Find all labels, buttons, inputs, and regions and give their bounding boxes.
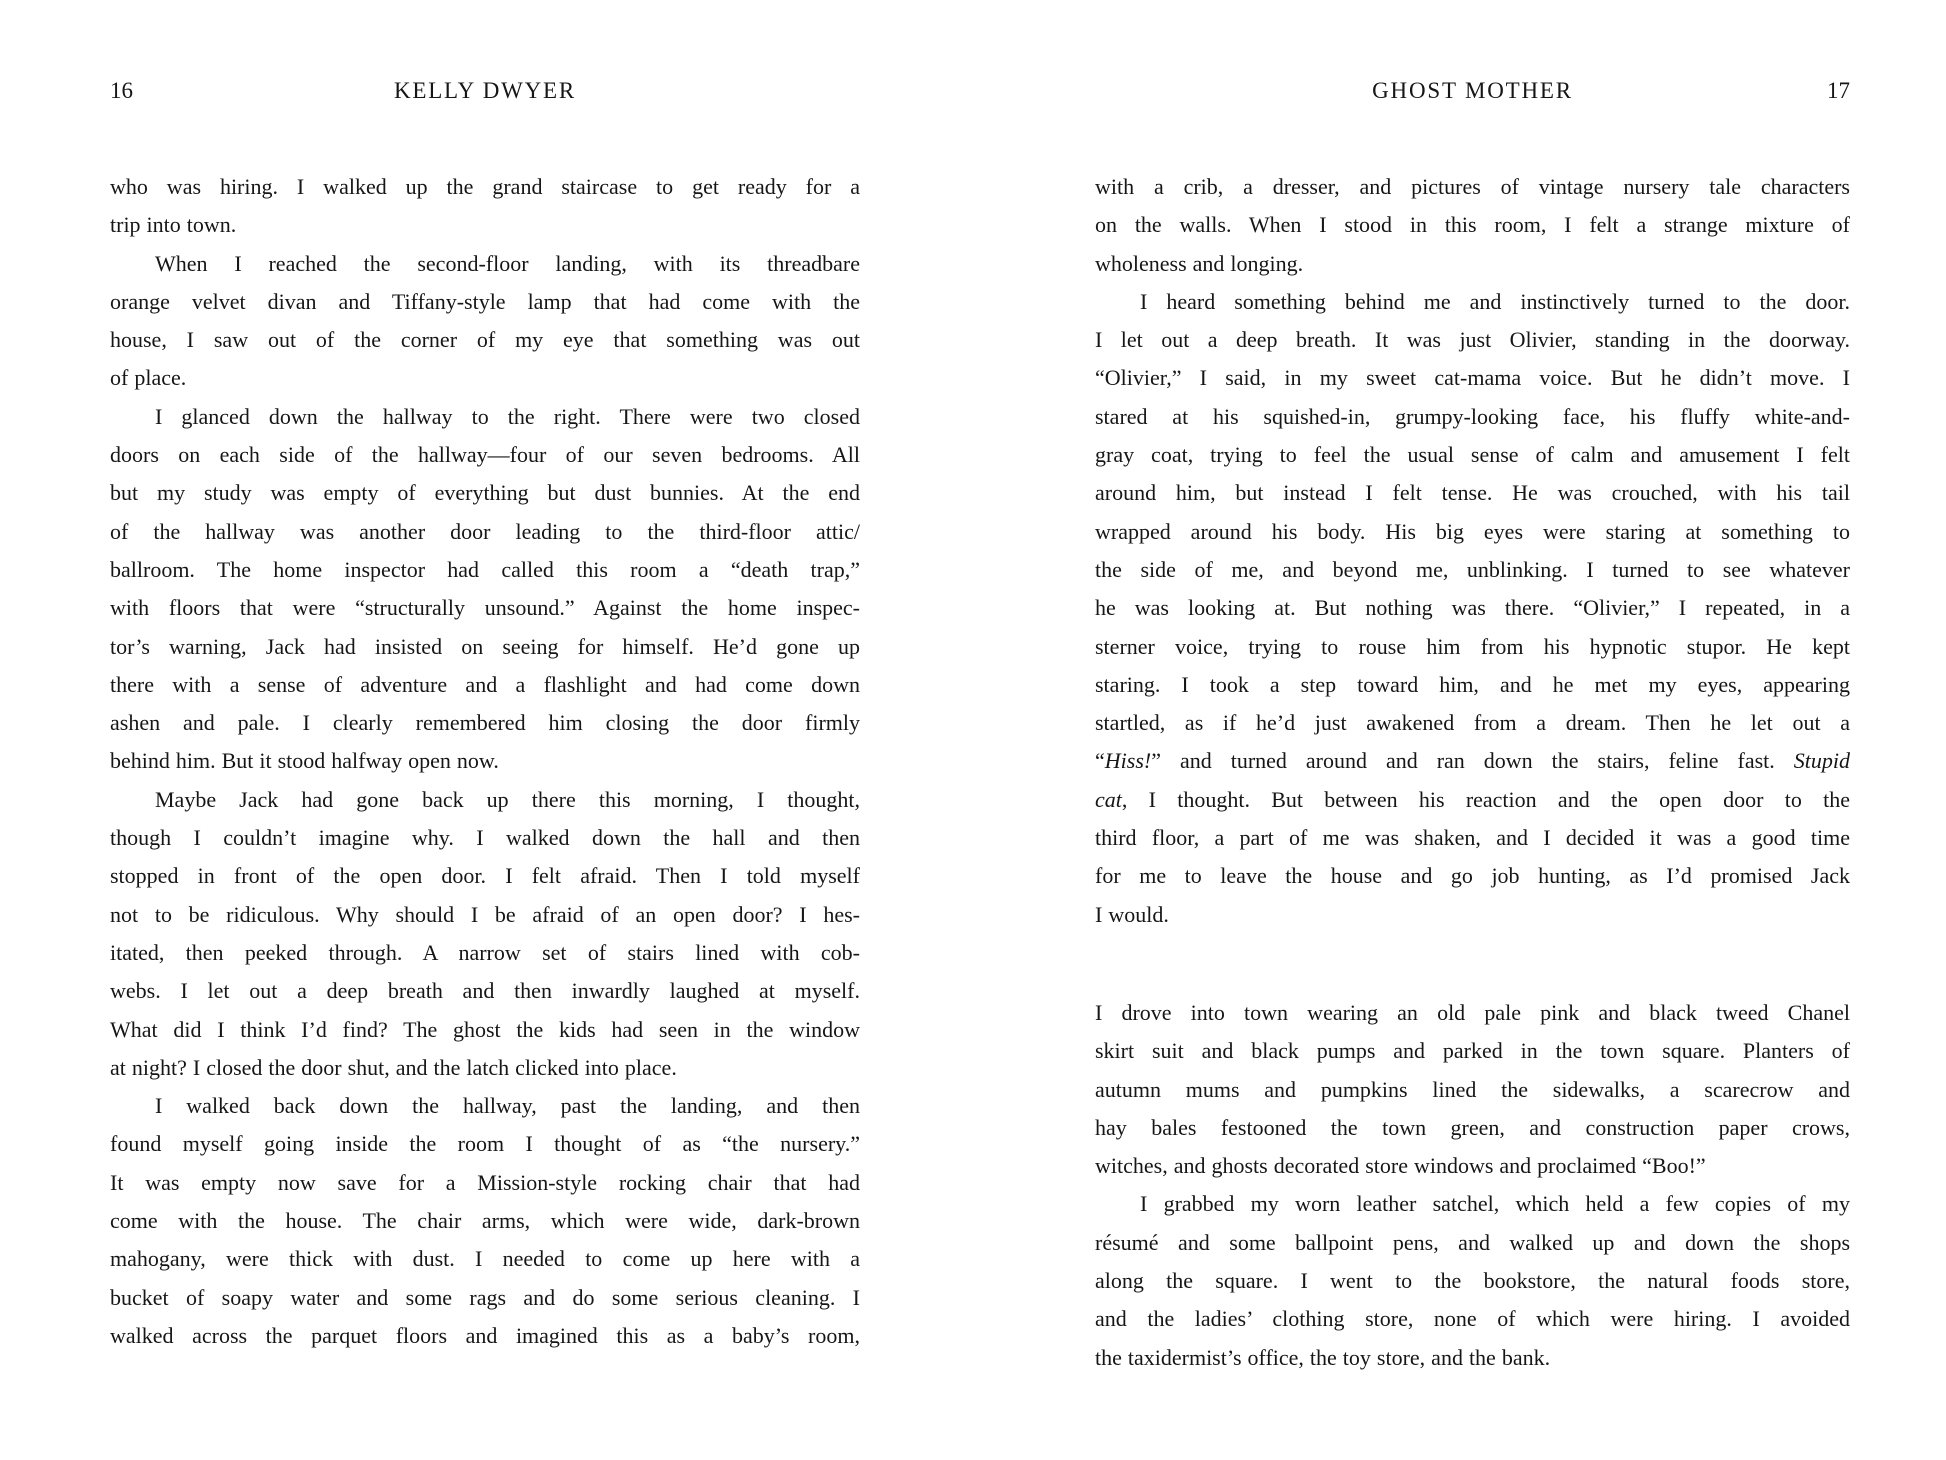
text-line: trip into town. — [110, 212, 237, 238]
text-line: and the ladies’ clothing store, none of which were hiring. I avoided — [1095, 1306, 1850, 1332]
text-line: I would. — [1095, 901, 1169, 927]
text-line: I grabbed my worn leather satchel, which held a few copies of my — [1140, 1191, 1850, 1217]
page-body-left — [110, 168, 860, 1355]
text-line: with floors that were “structurally unsound.” Against the home inspec- — [110, 595, 860, 621]
text-line: third floor, a part of me was shaken, and I decided it was a good time — [1095, 825, 1850, 851]
text-line: cat, I thought. But between his reaction and the open door to the — [1095, 786, 1850, 812]
text-line: skirt suit and black pumps and parked in the town square. Planters of — [1095, 1038, 1850, 1064]
text-line: of place. — [110, 365, 187, 391]
page-right — [1095, 0, 1850, 1460]
text-line: not to be ridiculous. Why should I be afraid of an open door? I hes- — [110, 901, 860, 927]
text-line: there with a sense of adventure and a flashlight and had come down — [110, 671, 860, 697]
text-line: behind him. But it stood halfway open now. — [110, 748, 499, 774]
page-body-right — [1095, 168, 1850, 1377]
text-line: tor’s warning, Jack had insisted on seeing for himself. He’d gone up — [110, 633, 860, 659]
text-line: ashen and pale. I clearly remembered him closing the door firmly — [110, 710, 860, 736]
text-line: house, I saw out of the corner of my eye that something was out — [110, 327, 860, 353]
running-head-title: GHOST MOTHER — [1372, 78, 1573, 103]
text-line: I let out a deep breath. It was just Olivier, standing in the doorway. — [1095, 327, 1850, 353]
section-break — [1095, 934, 1850, 994]
page-header-left — [110, 78, 860, 110]
text-line: mahogany, were thick with dust. I needed to come up here with a — [110, 1246, 860, 1272]
text-line: at night? I closed the door shut, and the latch clicked into place. — [110, 1054, 677, 1080]
text-line: the taxidermist’s office, the toy store, and the bank. — [1095, 1344, 1551, 1370]
text-line: wrapped around his body. His big eyes were staring at something to — [1095, 518, 1850, 544]
text-line: he was looking at. But nothing was there. “Olivier,” I repeated, in a — [1095, 595, 1850, 621]
text-line: I walked back down the hallway, past the landing, and then — [155, 1093, 860, 1119]
text-line: startled, as if he’d just awakened from a dream. Then he let out a — [1095, 710, 1850, 736]
text-line: stopped in front of the open door. I felt afraid. Then I told myself — [110, 863, 860, 889]
text-line: “Olivier,” I said, in my sweet cat-mama voice. But he didn’t move. I — [1095, 365, 1850, 391]
text-line: the side of me, and beyond me, unblinking. I turned to see whatever — [1095, 556, 1850, 582]
text-line: on the walls. When I stood in this room, I felt a strange mixture of — [1095, 212, 1850, 238]
text-line: gray coat, trying to feel the usual sense of calm and amusement I felt — [1095, 442, 1850, 468]
text-line: itated, then peeked through. A narrow set of stairs lined with cob- — [110, 939, 860, 965]
text-line: I heard something behind me and instinctively turned to the door. — [1140, 288, 1850, 314]
text-line: though I couldn’t imagine why. I walked down the hall and then — [110, 825, 860, 851]
text-line: who was hiring. I walked up the grand staircase to get ready for a — [110, 174, 860, 199]
text-line: It was empty now save for a Mission-style rocking chair that had — [110, 1169, 860, 1195]
text-line: When I reached the second-floor landing, with its threadbare — [155, 250, 860, 276]
text-line: I glanced down the hallway to the right. There were two closed — [155, 403, 860, 429]
text-line: “Hiss!” and turned around and ran down the stairs, feline fast. Stupid — [1095, 748, 1850, 774]
text-line: with a crib, a dresser, and pictures of vintage nursery tale characters — [1095, 174, 1850, 199]
text-line: along the square. I went to the bookstore, the natural foods store, — [1095, 1268, 1850, 1294]
text-line: webs. I let out a deep breath and then inwardly laughed at myself. — [110, 978, 860, 1004]
page-header-right — [1095, 78, 1850, 110]
page-number-right: 17 — [1827, 78, 1850, 103]
text-line: witches, and ghosts decorated store windows and proclaimed “Boo!” — [1095, 1153, 1706, 1179]
text-line: ballroom. The home inspector had called this room a “death trap,” — [110, 556, 860, 582]
text-line: around him, but instead I felt tense. He was crouched, with his tail — [1095, 480, 1850, 506]
text-line: come with the house. The chair arms, which were wide, dark-brown — [110, 1208, 860, 1234]
page-number-left: 16 — [110, 78, 133, 103]
text-line: doors on each side of the hallway—four of our seven bedrooms. All — [110, 442, 860, 468]
running-head-author: KELLY DWYER — [393, 78, 577, 103]
text-line: stared at his squished-in, grumpy-looking face, his fluffy white-and- — [1095, 403, 1850, 429]
text-line: Maybe Jack had gone back up there this morning, I thought, — [155, 786, 860, 812]
text-line: but my study was empty of everything but dust bunnies. At the end — [110, 480, 860, 506]
text-line: résumé and some ballpoint pens, and walked up and down the shops — [1095, 1229, 1850, 1255]
text-line: I drove into town wearing an old pale pink and black tweed Chanel — [1095, 999, 1850, 1025]
text-line: autumn mums and pumpkins lined the sidewalks, a scarecrow and — [1095, 1076, 1850, 1102]
text-line: of the hallway was another door leading to the third-floor attic/ — [110, 518, 860, 544]
text-line: What did I think I’d find? The ghost the kids had seen in the window — [110, 1016, 860, 1042]
text-line: hay bales festooned the town green, and construction paper crows, — [1095, 1114, 1850, 1140]
text-line: found myself going inside the room I thought of as “the nursery.” — [110, 1131, 860, 1157]
page-left — [110, 0, 860, 1460]
text-line: bucket of soapy water and some rags and do some serious cleaning. I — [110, 1284, 860, 1310]
text-line: wholeness and longing. — [1095, 250, 1304, 276]
text-line: staring. I took a step toward him, and he met my eyes, appearing — [1095, 671, 1850, 697]
text-line: sterner voice, trying to rouse him from his hypnotic stupor. He kept — [1095, 633, 1850, 659]
text-line: for me to leave the house and go job hunting, as I’d promised Jack — [1095, 863, 1850, 889]
text-line: orange velvet divan and Tiffany-style lamp that had come with the — [110, 288, 860, 314]
text-line: walked across the parquet floors and imagined this as a baby’s room, — [110, 1322, 860, 1348]
